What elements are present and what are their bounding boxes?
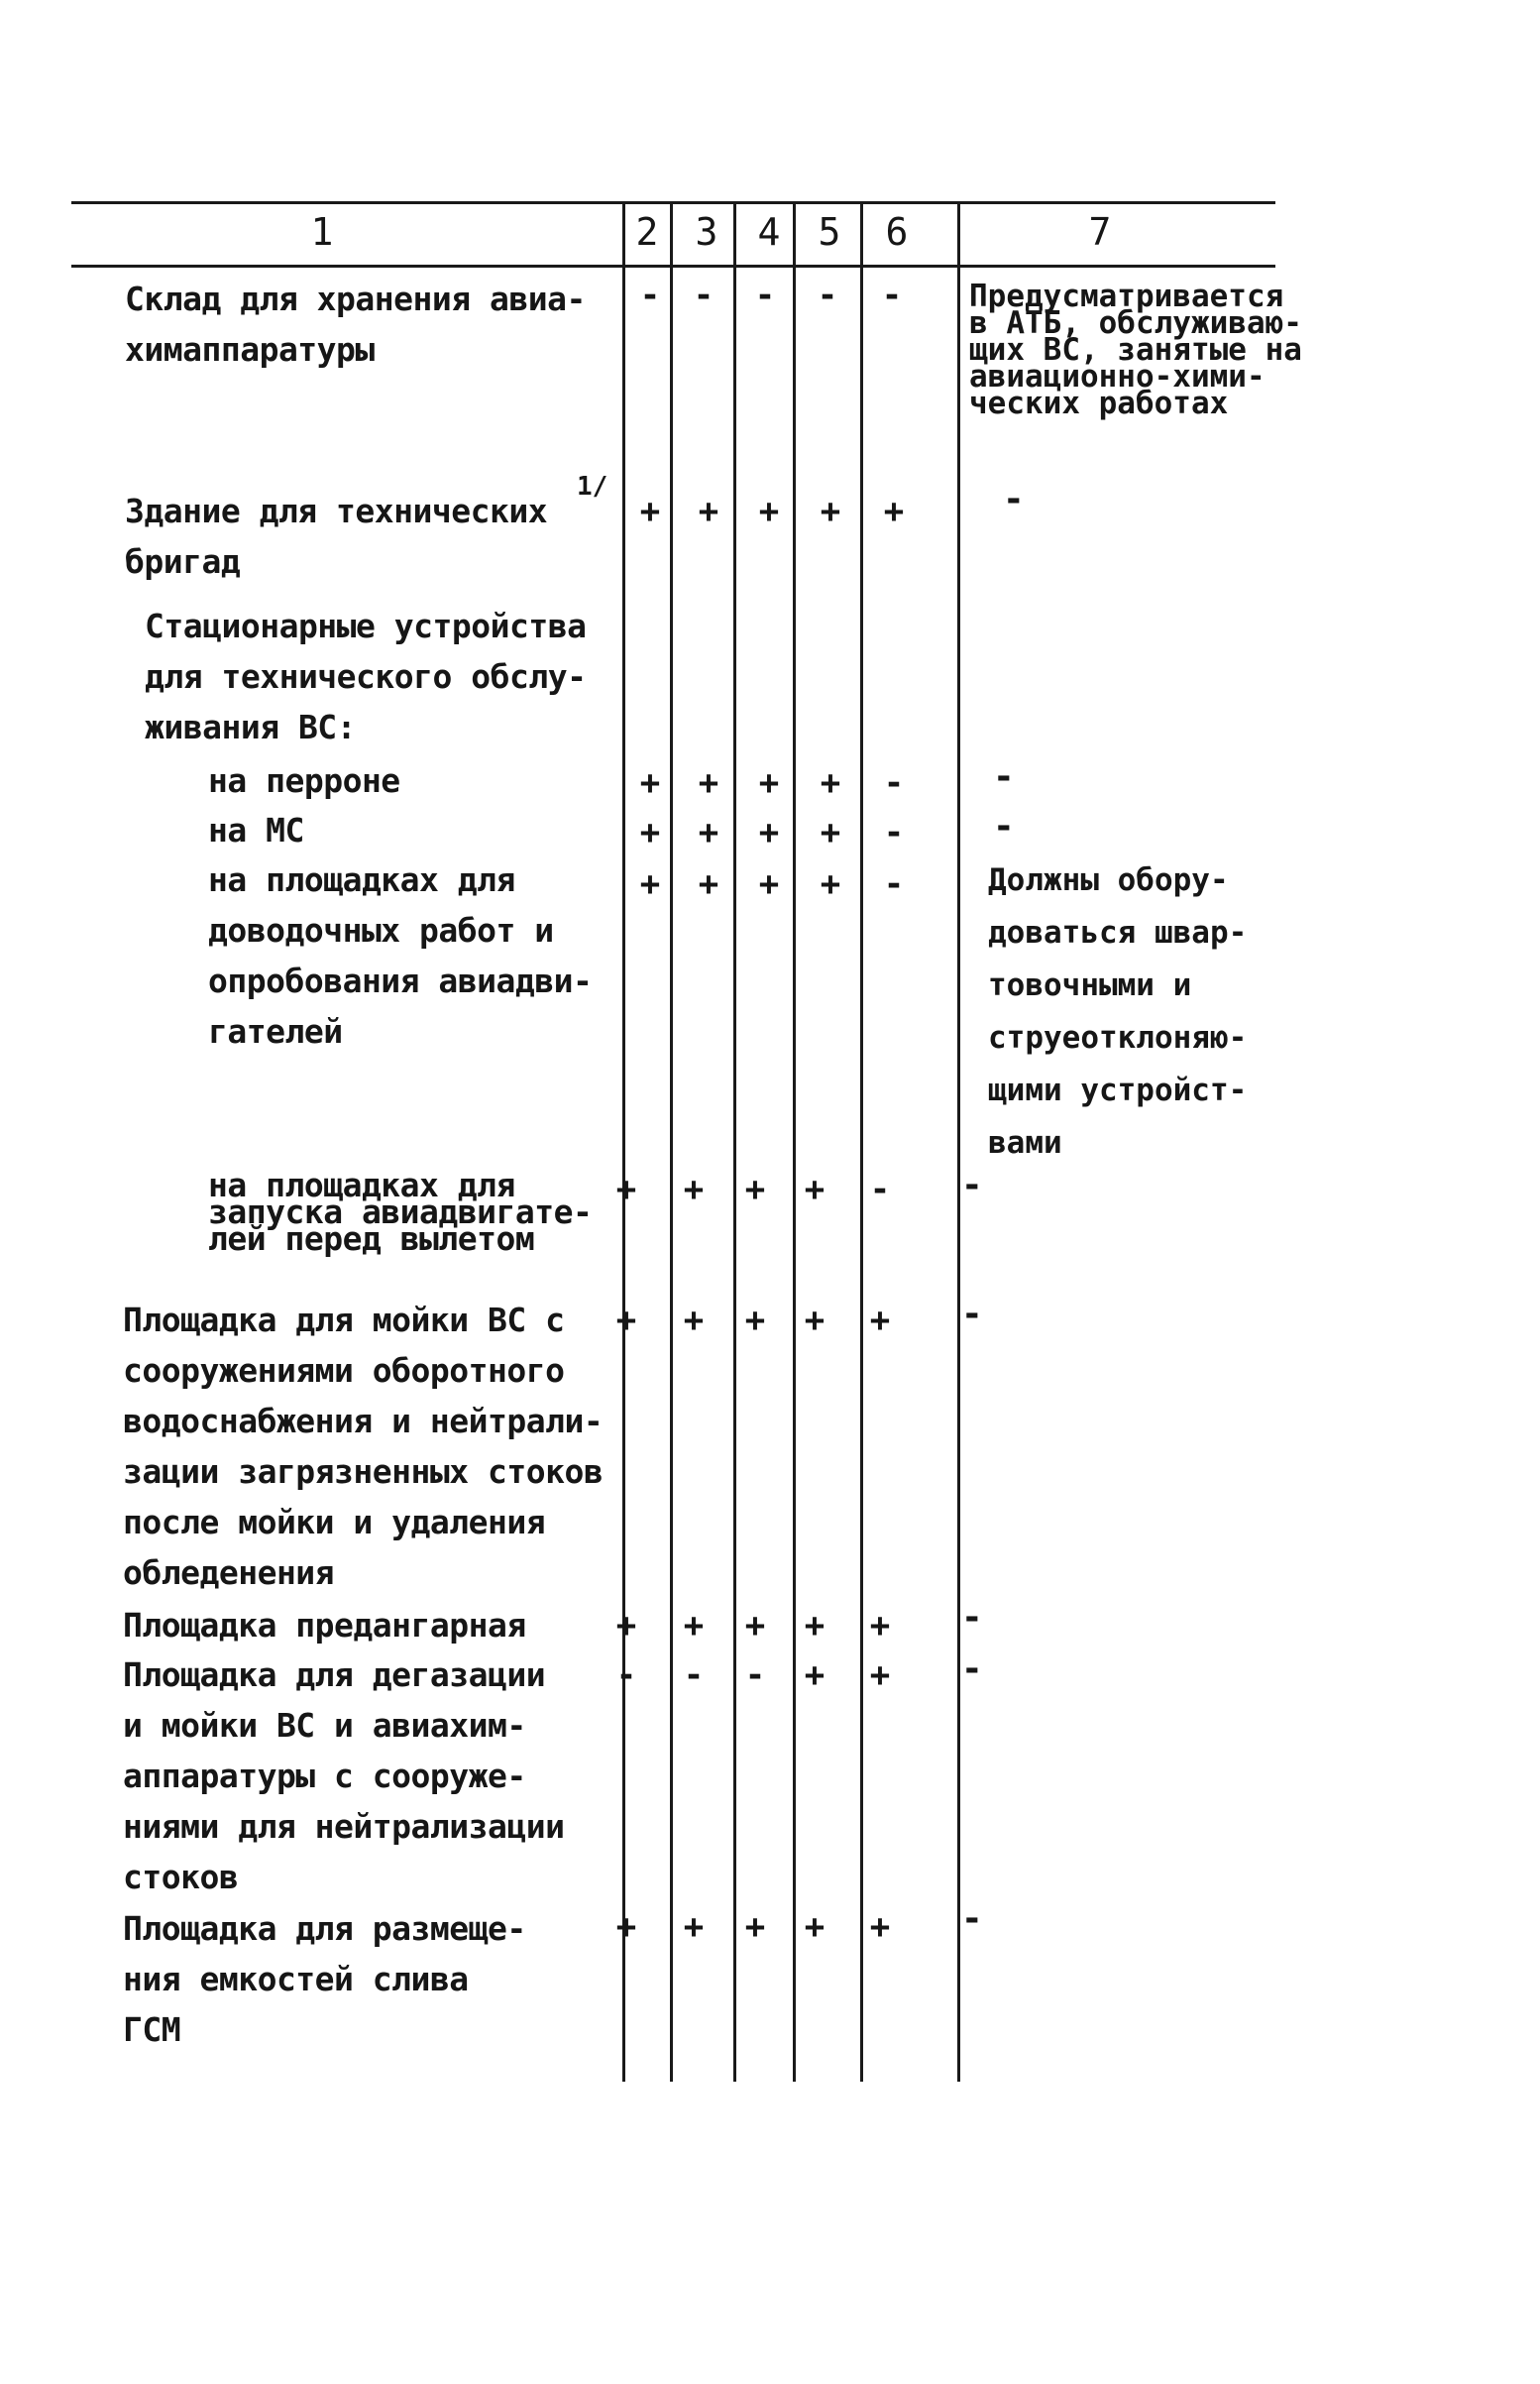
row-label: на МС (208, 811, 304, 850)
row-note: Должны обору- доваться швар- товочными и струеотклоняю- щими устройст- вами (988, 862, 1248, 1161)
mark: + (758, 492, 780, 531)
table-top-rule (71, 201, 1275, 204)
mark: + (698, 763, 719, 803)
mark: + (698, 492, 719, 531)
mark: - (883, 763, 905, 803)
mark: - (639, 276, 661, 315)
row-label: Стационарные устройства для технического обслу- живания ВС: (145, 607, 587, 746)
header-bottom-rule (71, 265, 1275, 268)
mark: + (615, 1301, 637, 1340)
row-label: Площадка для мойки ВС с сооружениями оборотного водоснабжения и нейтрали- зации загрязненных стоков после мойки и удаления обледенения (123, 1301, 604, 1592)
row-label: на площадках для доводочных работ и опробования авиадви- гателей (208, 860, 593, 1051)
mark: + (820, 864, 841, 904)
row-label: Склад для хранения авиа- химаппаратуры (125, 280, 586, 369)
mark: + (615, 1606, 637, 1646)
row-note: Предусматривается в АТБ, обслуживаю- щих ВС, занятые на авиационно-хими- ческих работах (969, 279, 1302, 421)
mark: - (869, 1170, 891, 1209)
mark: + (744, 1301, 766, 1340)
row-label: Площадка для дегазации и мойки ВС и авиахим- аппаратуры с сооруже- ниями для нейтрализации стоков (123, 1655, 565, 1896)
mark: + (639, 492, 661, 531)
mark: - (693, 276, 715, 315)
mark: + (744, 1606, 766, 1646)
mark: + (869, 1606, 891, 1646)
mark: + (883, 492, 905, 531)
mark: + (869, 1907, 891, 1947)
mark: - (615, 1655, 637, 1695)
col-divider-2 (670, 201, 673, 2082)
mark: + (804, 1301, 825, 1340)
header-col-1: 1 (310, 210, 334, 254)
row-note: - (961, 1294, 983, 1334)
row-note: - (961, 1648, 983, 1689)
mark: + (820, 813, 841, 852)
mark: - (754, 276, 776, 315)
row-note: - (1003, 479, 1025, 519)
col-divider-4 (793, 201, 796, 2082)
mark: + (758, 813, 780, 852)
header-col-6: 6 (885, 210, 909, 254)
mark: + (804, 1606, 825, 1646)
mark: + (804, 1907, 825, 1947)
row-label: Площадка для размеще- ния емкостей слива ГСМ (123, 1909, 526, 2049)
mark: + (869, 1301, 891, 1340)
mark: + (639, 763, 661, 803)
row-note: - (993, 756, 1015, 797)
mark: + (683, 1907, 705, 1947)
mark: - (744, 1655, 766, 1695)
row-note: - (961, 1165, 983, 1205)
mark: + (869, 1655, 891, 1695)
col-divider-5 (860, 201, 863, 2082)
header-col-7: 7 (1088, 210, 1112, 254)
col-divider-3 (733, 201, 736, 2082)
mark: + (615, 1907, 637, 1947)
mark: - (881, 276, 903, 315)
mark: + (639, 864, 661, 904)
mark: + (683, 1170, 705, 1209)
mark: + (698, 864, 719, 904)
mark: + (804, 1170, 825, 1209)
mark: + (698, 813, 719, 852)
mark: - (817, 276, 838, 315)
row-label: Площадка предангарная (123, 1606, 526, 1645)
col-divider-6 (957, 201, 960, 2082)
mark: + (615, 1170, 637, 1209)
mark: + (683, 1606, 705, 1646)
mark: - (883, 864, 905, 904)
row-label: на перроне (208, 761, 400, 800)
mark: - (683, 1655, 705, 1695)
header-col-2: 2 (635, 210, 659, 254)
mark: + (758, 864, 780, 904)
mark: + (820, 492, 841, 531)
mark: + (820, 763, 841, 803)
col-divider-1 (622, 201, 625, 2082)
header-col-5: 5 (818, 210, 841, 254)
mark: + (744, 1170, 766, 1209)
mark: + (804, 1655, 825, 1695)
row-label: Здание для технических бригад (125, 492, 548, 581)
row-note: - (961, 1597, 983, 1638)
row-label: на площадках для запуска авиадвигате- лей перед вылетом (208, 1166, 593, 1258)
mark: + (683, 1301, 705, 1340)
header-col-4: 4 (757, 210, 781, 254)
mark: + (744, 1907, 766, 1947)
mark: + (758, 763, 780, 803)
row-note: - (993, 806, 1015, 847)
mark: + (639, 813, 661, 852)
header-col-3: 3 (695, 210, 718, 254)
row-note: - (961, 1898, 983, 1939)
footnote-ref: 1/ (577, 472, 608, 502)
mark: - (883, 813, 905, 852)
